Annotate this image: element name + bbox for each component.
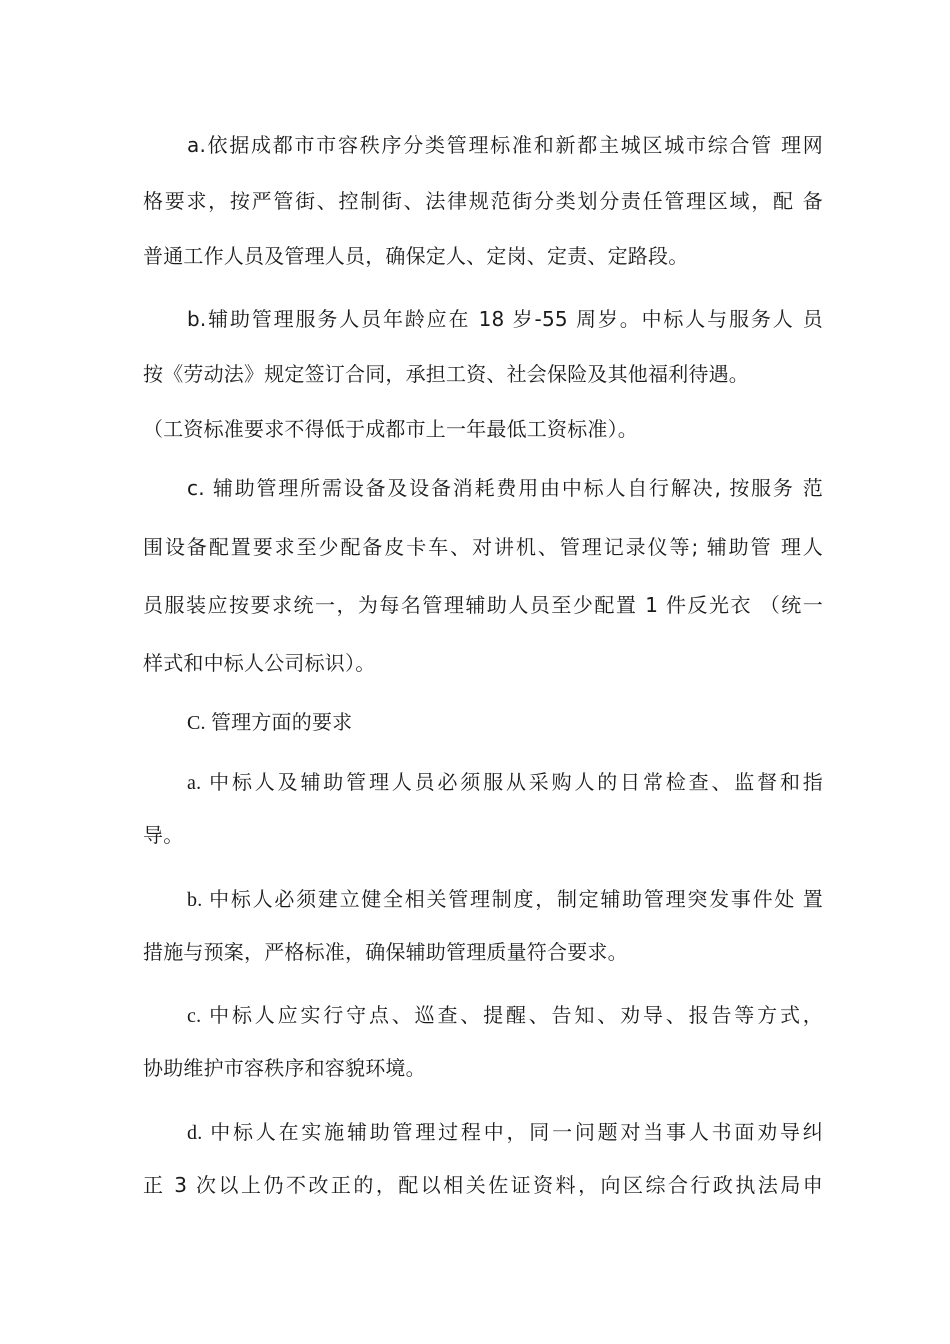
para-c-line-4: 样式和中标人公司标识）。 (143, 651, 376, 675)
para-b-line-1: b.辅助管理服务人员年龄应在 18 岁-55 周岁。中标人与服务人 员 (187, 307, 823, 331)
para-c-line-2: 围设备配置要求至少配备皮卡车、对讲机、管理记录仪等; 辅助管 理人 (143, 535, 823, 559)
section-b-line-1: b. 中标人必须建立健全相关管理制度，制定辅助管理突发事件处 置 (187, 889, 823, 911)
section-a-line-2: 导。 (143, 823, 184, 847)
section-b-line-2: 措施与预案，严格标准，确保辅助管理质量符合要求。 (143, 940, 628, 964)
para-a-line-2: 格要求，按严管街、控制街、法律规范街分类划分责任管理区域，配 备 (143, 189, 823, 213)
para-b-line-2: 按《劳动法》规定签订合同，承担工资、社会保险及其他福利待遇。 (143, 362, 749, 386)
section-c-line-2: 协助维护市容秩序和容貌环境。 (143, 1056, 426, 1080)
para-c-line-1: c. 辅助管理所需设备及设备消耗费用由中标人自行解决, 按服务 范 (187, 476, 823, 500)
section-c-line-1: c. 中标人应实行守点、巡查、提醒、告知、劝导、报告等方式， (187, 1005, 823, 1027)
section-a-line-1: a. 中标人及辅助管理人员必须服从采购人的日常检查、监督和指 (187, 772, 823, 794)
section-d-line-2: 正 3 次以上仍不改正的，配以相关佐证资料，向区综合行政执法局申 (143, 1173, 823, 1197)
section-d-line-1: d. 中标人在实施辅助管理过程中，同一问题对当事人书面劝导纠 (187, 1122, 823, 1144)
para-c-line-3: 员服装应按要求统一，为每名管理辅助人员至少配置 1 件反光衣 （统一 (143, 593, 823, 617)
section-heading: C. 管理方面的要求 (187, 712, 353, 734)
para-a-line-3: 普通工作人员及管理人员，确保定人、定岗、定责、定路段。 (143, 244, 689, 268)
para-b-line-3: （工资标准要求不得低于成都市上一年最低工资标准）。 (143, 417, 638, 441)
para-a-line-1: a.依据成都市市容秩序分类管理标准和新都主城区城市综合管 理网 (187, 133, 823, 157)
